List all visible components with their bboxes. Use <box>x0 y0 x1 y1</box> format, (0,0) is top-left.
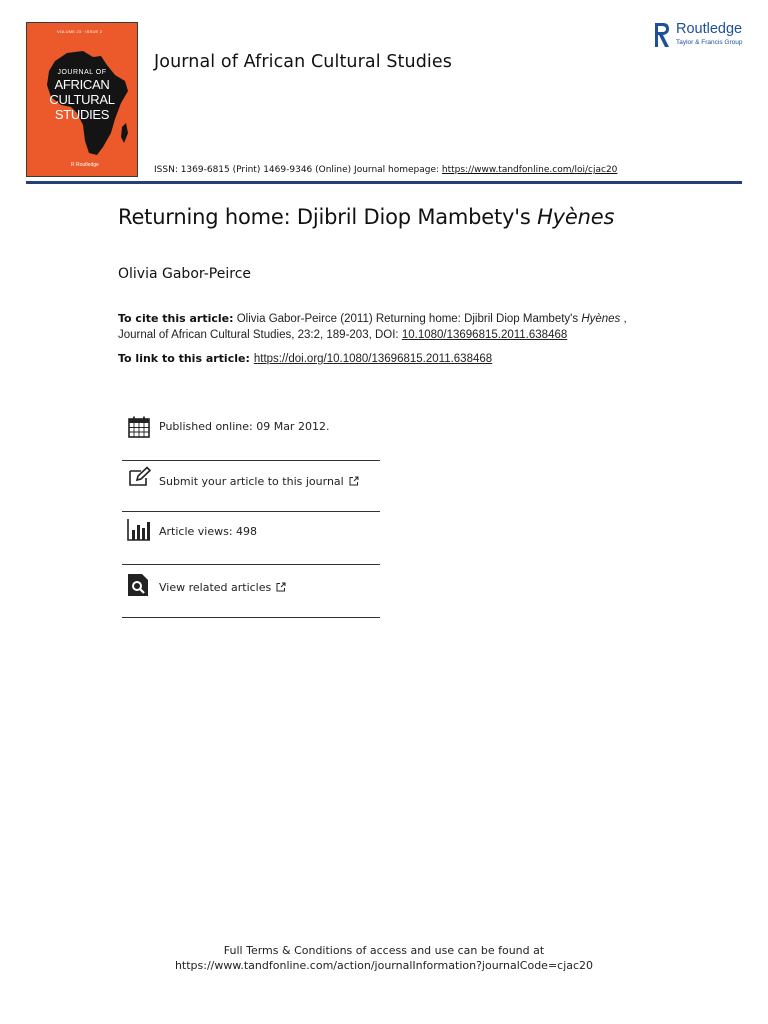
journal-name: Journal of African Cultural Studies <box>154 52 452 72</box>
document-search-icon <box>127 573 151 597</box>
cover-publisher-mark: R Routledge <box>71 162 99 168</box>
published-date: Published online: 09 Mar 2012. <box>159 420 330 433</box>
cover-volume-text: VOLUME 23 · ISSUE 2 <box>57 29 103 34</box>
related-articles-row[interactable] <box>122 570 380 622</box>
terms-footer <box>0 943 768 973</box>
journal-homepage-link[interactable]: https://www.tandfonline.com/loi/cjac20 <box>441 165 618 175</box>
routledge-logo <box>653 21 748 51</box>
publisher-name: Routledge <box>676 21 743 37</box>
cite-label: To cite this article: <box>118 312 234 325</box>
issn-text: ISSN: 1369-6815 (Print) 1469-9346 (Online) Journal homepage: <box>154 165 442 175</box>
published-row <box>122 412 380 464</box>
bar-chart-icon <box>127 518 151 542</box>
publisher-tagline: Taylor & Francis Group <box>676 39 743 46</box>
terms-text: Full Terms & Conditions of access and use can be found at <box>223 944 545 957</box>
terms-link[interactable]: https://www.tandfonline.com/action/journalInformation?journalCode=cjac20 <box>174 959 594 972</box>
cover-title: JOURNAL OF AFRICAN CULTURAL STUDIES <box>49 69 115 122</box>
article-title: Returning home: Djibril Diop Mambety's Hyènes <box>118 205 615 229</box>
citation-block: To cite this article: Olivia Gabor-Peirce (2011) Returning home: Djibril Diop Mambety's Hyènes , Journal of African Cultural Studies, 23:2, 189-203, DOI: 10.1080/13696815.2011.638468 <box>118 312 627 341</box>
external-link-icon <box>349 476 359 486</box>
info-divider <box>122 460 380 461</box>
submit-article-link[interactable]: Submit your article to this journal <box>159 475 359 488</box>
article-author[interactable]: Olivia Gabor-Peirce <box>118 266 251 282</box>
info-divider <box>122 564 380 565</box>
header-divider <box>26 181 742 184</box>
edit-icon <box>127 466 151 490</box>
info-divider <box>122 511 380 512</box>
info-divider <box>122 617 380 618</box>
cite-doi-link[interactable]: 10.1080/13696815.2011.638468 <box>401 328 568 341</box>
related-articles-link[interactable]: View related articles <box>159 581 286 594</box>
journal-cover-image <box>26 22 138 177</box>
issn-line <box>154 165 617 175</box>
article-title-italic: Hyènes <box>537 205 615 229</box>
external-link-icon <box>276 582 286 592</box>
routledge-r-icon <box>653 21 671 49</box>
calendar-icon <box>127 415 151 439</box>
article-link-line <box>118 352 492 365</box>
article-doi-link[interactable]: https://doi.org/10.1080/13696815.2011.638468 <box>253 353 493 365</box>
link-label: To link to this article: <box>118 352 250 365</box>
article-views: Article views: 498 <box>159 525 258 538</box>
submit-article-row[interactable] <box>122 465 380 517</box>
article-views-row <box>122 517 380 569</box>
